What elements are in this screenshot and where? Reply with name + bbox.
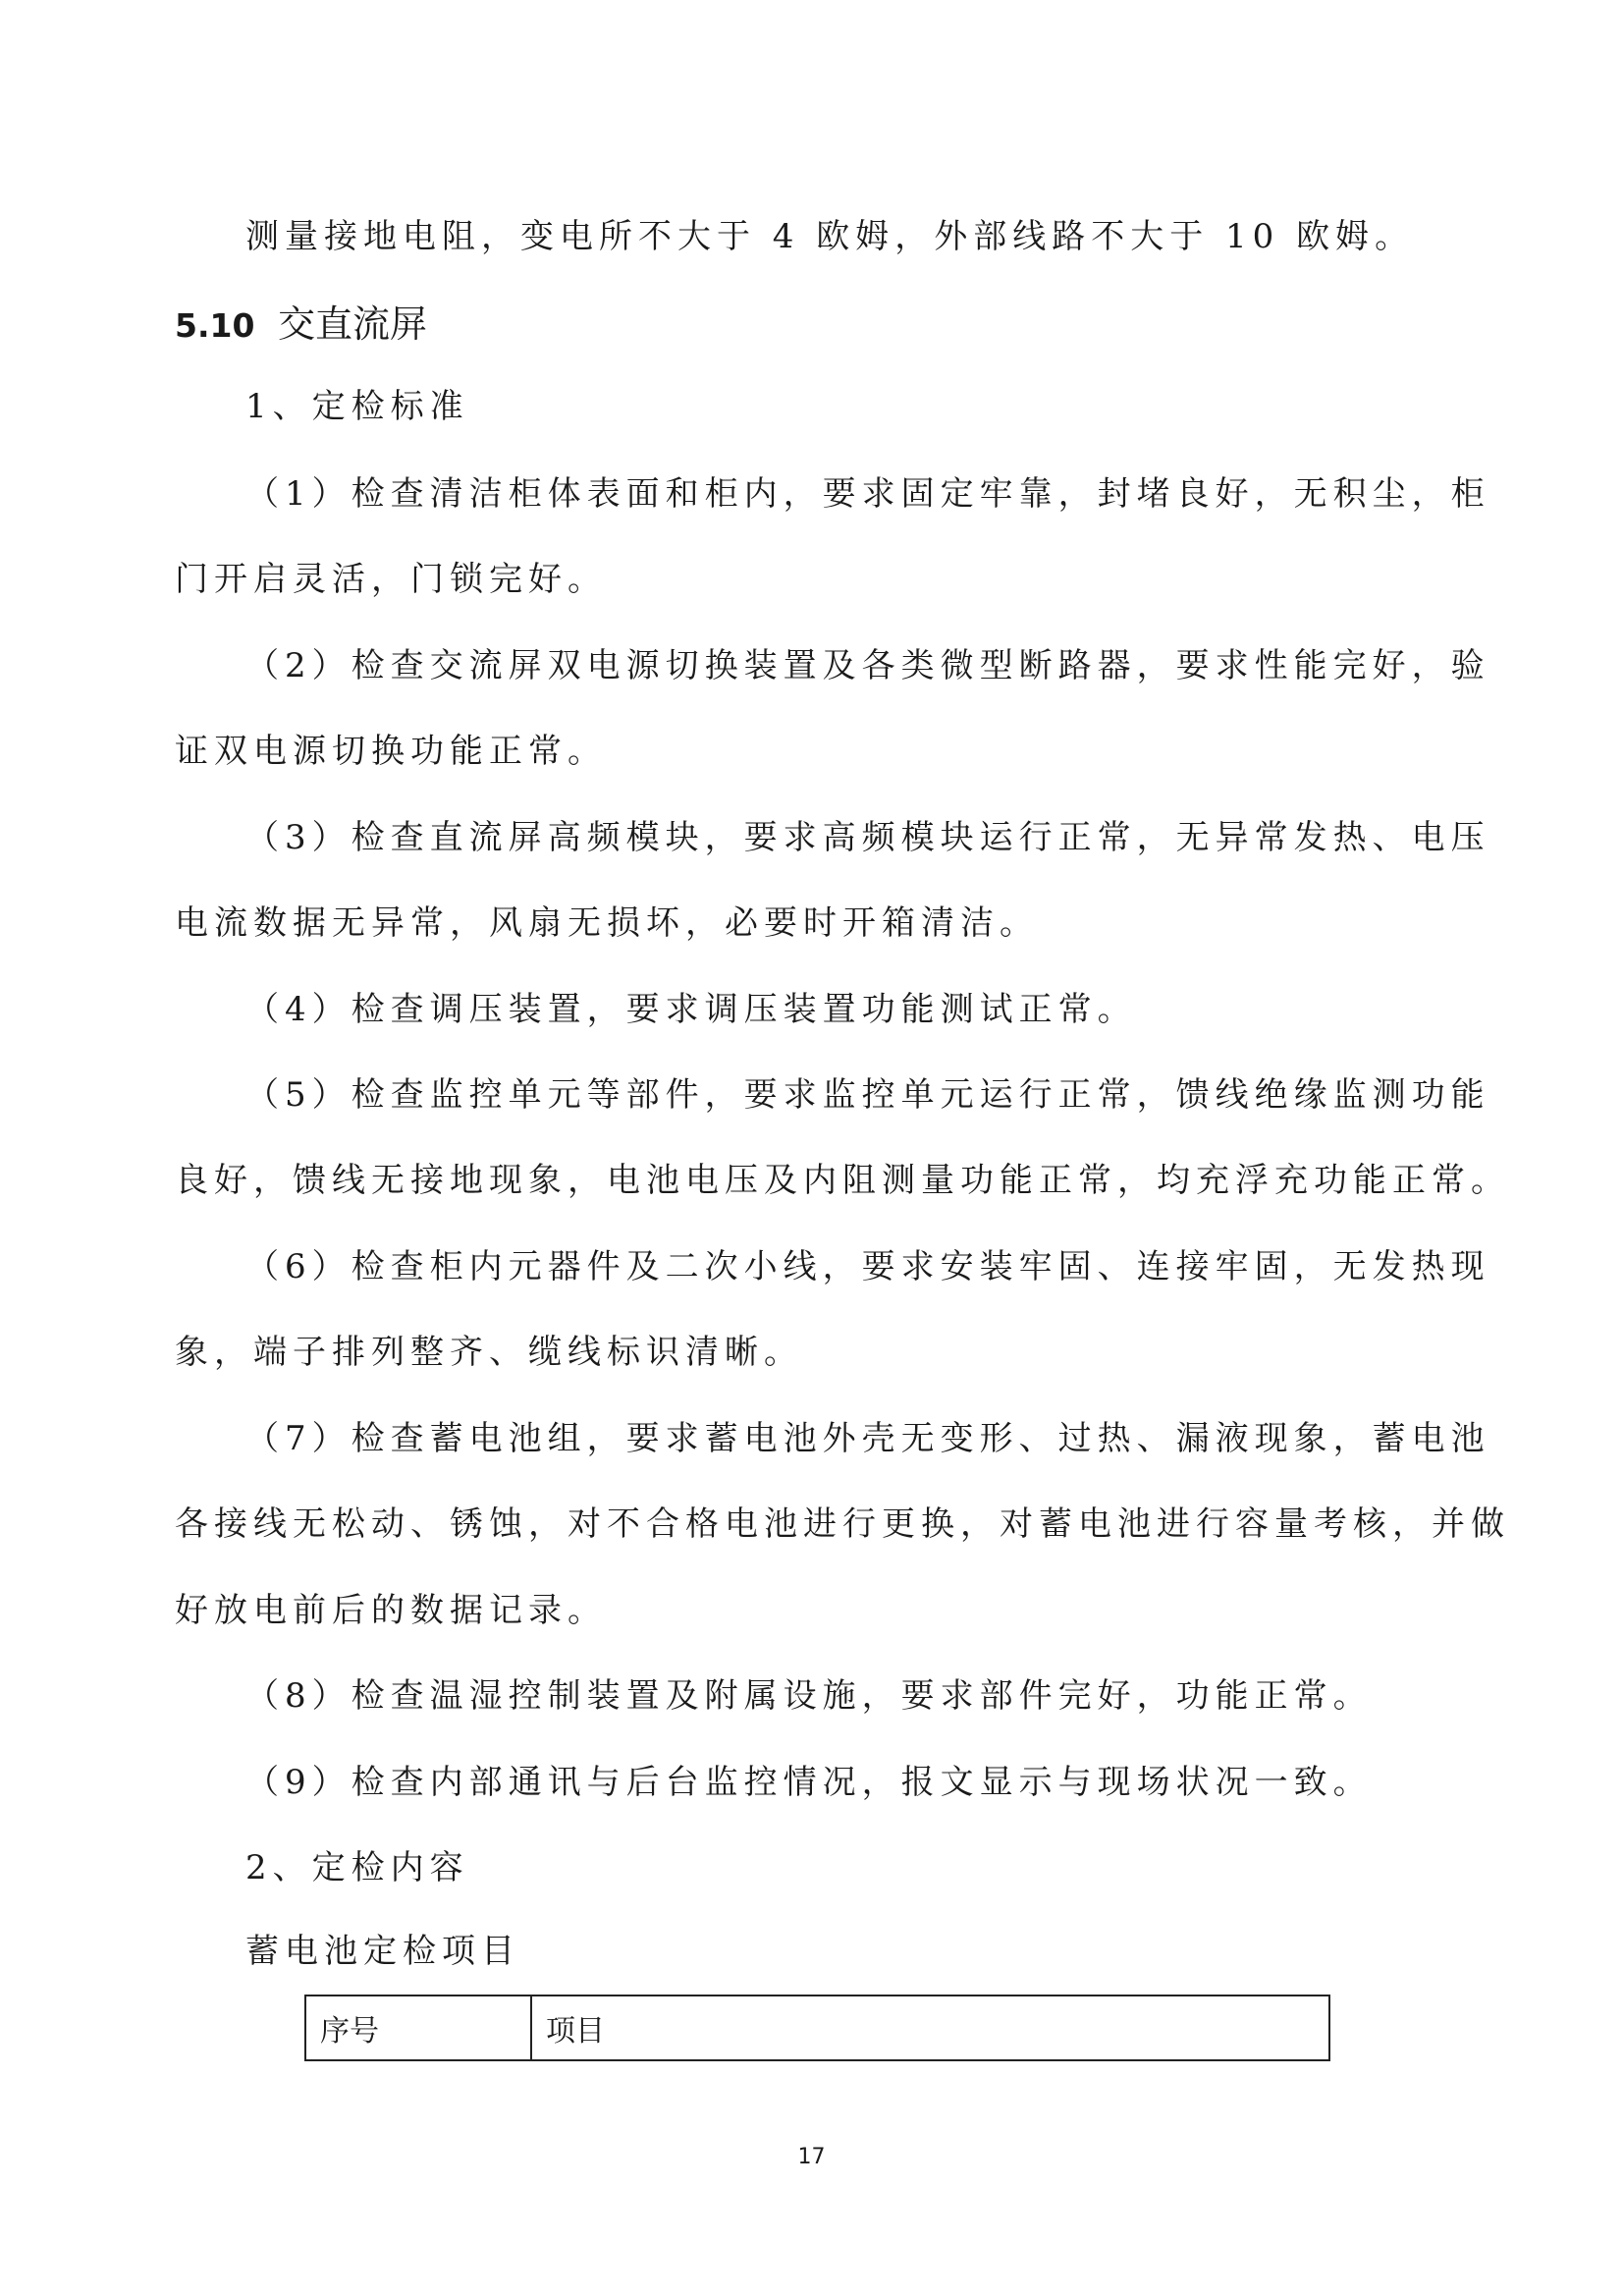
paragraph-line: 门开启灵活，门锁完好。 xyxy=(175,560,607,599)
table-header-cell: 序号 xyxy=(306,1996,532,2059)
paragraph-line: （4）检查调压装置，要求调压装置功能测试正常。 xyxy=(245,990,1137,1029)
table-caption: 蓄电池定检项目 xyxy=(245,1932,520,1971)
paragraph-line: 电流数据无异常，风扇无损坏，必要时开箱清洁。 xyxy=(175,903,1039,943)
paragraph-line: 证双电源切换功能正常。 xyxy=(175,732,607,771)
battery-inspection-table xyxy=(304,1995,1330,2061)
table-header-cell: 项目 xyxy=(546,2014,605,2049)
paragraph-line: （5）检查监控单元等部件，要求监控单元运行正常，馈线绝缘监测功能 xyxy=(245,1075,1490,1115)
paragraph-line: （8）检查温湿控制装置及附属设施，要求部件完好，功能正常。 xyxy=(245,1676,1373,1716)
paragraph-line: 良好，馈线无接地现象，电池电压及内阻测量功能正常，均充浮充功能正常。 xyxy=(175,1161,1510,1200)
section-number: 5.10 xyxy=(175,306,255,345)
subheading-content: 2、定检内容 xyxy=(245,1848,469,1887)
paragraph-line: （1）检查清洁柜体表面和柜内，要求固定牢靠，封堵良好，无积尘，柜 xyxy=(245,474,1490,514)
paragraph-line: （6）检查柜内元器件及二次小线，要求安装牢固、连接牢固，无发热现 xyxy=(245,1247,1490,1286)
paragraph-line: （3）检查直流屏高频模块，要求高频模块运行正常，无异常发热、电压 xyxy=(245,818,1490,857)
subheading-standard: 1、定检标准 xyxy=(245,387,469,426)
paragraph-line: （2）检查交流屏双电源切换装置及各类微型断路器，要求性能完好，验 xyxy=(245,646,1490,685)
paragraph-line: 各接线无松动、锈蚀，对不合格电池进行更换，对蓄电池进行容量考核，并做 xyxy=(175,1504,1510,1544)
paragraph-line: 好放电前后的数据记录。 xyxy=(175,1591,607,1630)
paragraph-line: 象，端子排列整齐、缆线标识清晰。 xyxy=(175,1333,803,1372)
page-number: 17 xyxy=(797,2145,826,2169)
intro-line: 测量接地电阻，变电所不大于 4 欧姆，外部线路不大于 10 欧姆。 xyxy=(245,217,1415,256)
section-heading xyxy=(175,300,427,356)
paragraph-line: （7）检查蓄电池组，要求蓄电池外壳无变形、过热、漏液现象，蓄电池 xyxy=(245,1419,1490,1458)
paragraph-line: （9）检查内部通讯与后台监控情况，报文显示与现场状况一致。 xyxy=(245,1763,1373,1802)
section-title: 交直流屏 xyxy=(278,302,428,346)
